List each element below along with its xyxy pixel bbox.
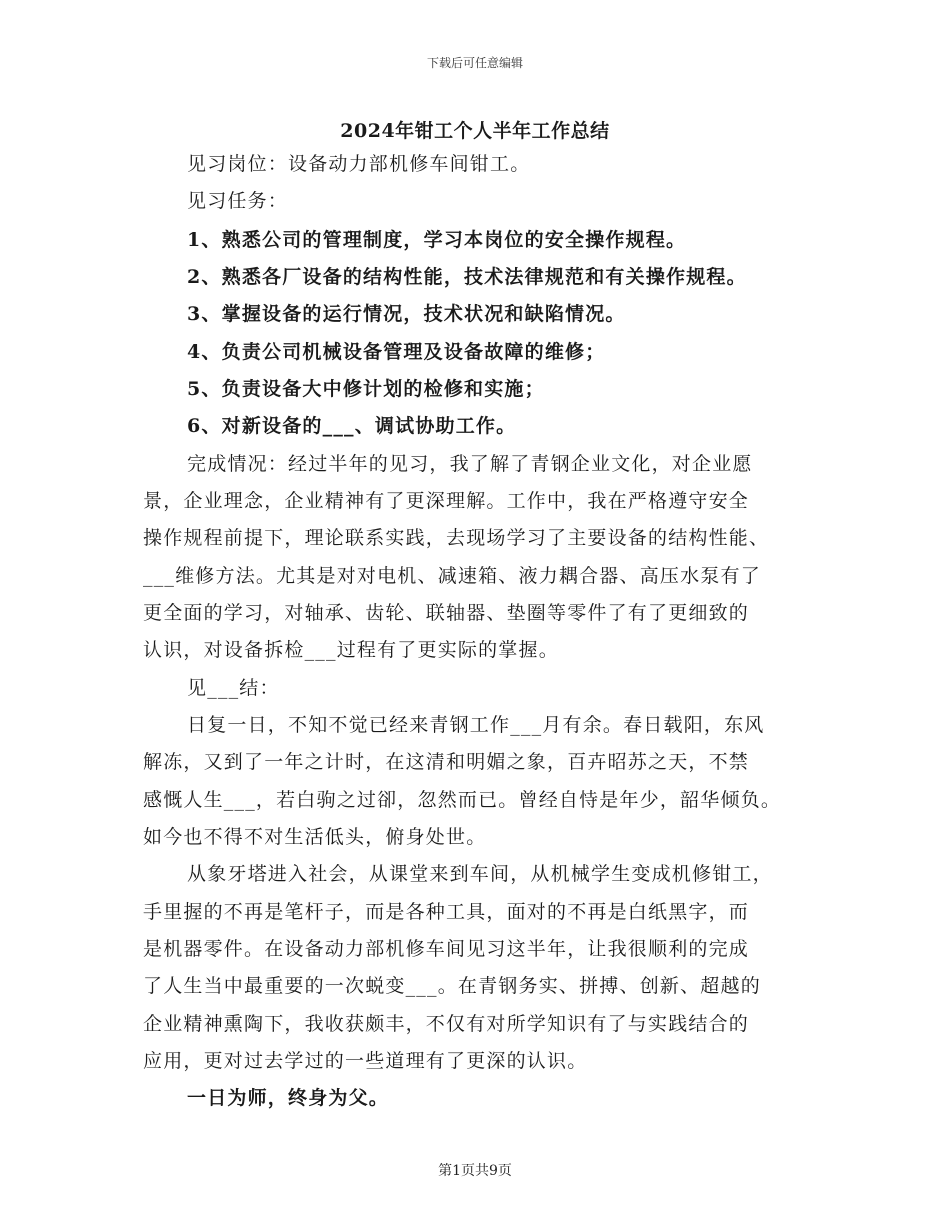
paragraph-line: 操作规程前提下，理论联系实践，去现场学习了主要设备的结构性能、 — [143, 527, 770, 549]
page-number: 第1页共9页 — [438, 1163, 512, 1179]
section-heading: 见___结： — [187, 677, 280, 699]
paragraph-line: ___维修方法。尤其是对对电机、减速箱、液力耦合器、高压水泵有了 — [143, 565, 761, 587]
bold-heading: 一日为师，终身为父。 — [187, 1087, 390, 1109]
task-item: 4、负责公司机械设备管理及设备故障的维修； — [187, 341, 606, 363]
paragraph-line: 见习岗位：设备动力部机修车间钳工。 — [187, 153, 531, 175]
paragraph-line: 完成情况：经过半年的见习，我了解了青钢企业文化，对企业愿 — [187, 453, 753, 475]
paragraph-line: 从象牙塔进入社会，从课堂来到车间，从机械学生变成机修钳工， — [187, 863, 773, 885]
header-note: 下载后可任意编辑 — [426, 56, 523, 70]
task-item: 1、熟悉公司的管理制度，学习本岗位的安全操作规程。 — [187, 229, 687, 251]
paragraph-line: 认识，对设备拆检___过程有了更实际的掌握。 — [143, 639, 559, 661]
paragraph-line: 手里握的不再是笔杆子，而是各种工具，面对的不再是白纸黑字，而 — [143, 901, 750, 923]
paragraph-line: 更全面的学习，对轴承、齿轮、联轴器、垫圈等零件了有了更细致的 — [143, 602, 750, 624]
paragraph-line: 如今也不得不对生活低头，俯身处世。 — [143, 826, 487, 848]
paragraph-line: 景，企业理念，企业精神有了更深理解。工作中，我在严格遵守安全 — [143, 490, 750, 512]
paragraph-line: 了人生当中最重要的一次蜕变___。在青钢务实、拼搏、创新、超越的 — [143, 975, 761, 997]
paragraph-line: 是机器零件。在设备动力部机修车间见习这半年，让我很顺利的完成 — [143, 938, 750, 960]
document-title: 2024年钳工个人半年工作总结 — [340, 120, 610, 142]
paragraph-line: 日复一日，不知不觉已经来青钢工作___月有余。春日载阳，东风 — [187, 714, 765, 736]
paragraph-line: 解冻，又到了一年之计时，在这清和明媚之象，百卉昭苏之天，不禁 — [143, 751, 750, 773]
paragraph-line: 应用，更对过去学过的一些道理有了更深的认识。 — [143, 1050, 588, 1072]
task-item: 3、掌握设备的运行情况，技术状况和缺陷情况。 — [187, 303, 626, 325]
paragraph-line: 见习任务： — [187, 190, 289, 212]
task-item: 2、熟悉各厂设备的结构性能，技术法律规范和有关操作规程。 — [187, 266, 747, 288]
paragraph-line: 企业精神熏陶下，我收获颇丰，不仅有对所学知识有了与实践结合的 — [143, 1013, 750, 1035]
task-item: 5、负责设备大中修计划的检修和实施； — [187, 378, 545, 400]
paragraph-line: 感慨人生___，若白驹之过卻，忽然而已。曾经自恃是年少，韶华倾负。 — [143, 789, 782, 811]
task-item: 6、对新设备的___、调试协助工作。 — [187, 415, 517, 437]
